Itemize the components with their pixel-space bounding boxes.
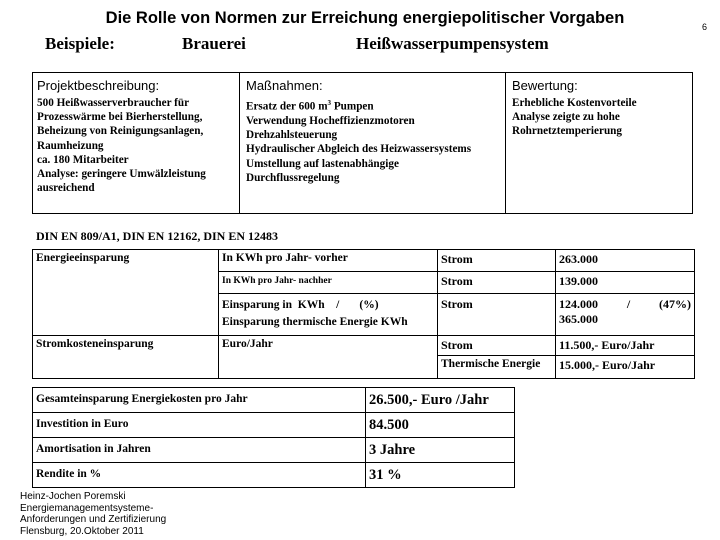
summary-value: 3 Jahre [366,438,515,463]
evaluation-line: Erhebliche Kostenvorteile [512,97,637,109]
table-row [33,336,695,356]
measures-line: Drehzahlsteuerung [246,129,338,142]
measures-text [246,96,471,185]
euro-per-year-label: Euro/Jahr [219,336,438,356]
summary-value: 26.500,- Euro /Jahr [366,388,515,413]
project-line: Analyse: geringere Umwälzleistung [37,168,206,181]
savings-values: 124.000 / (47%) 365.000 [556,294,695,336]
energy-savings-label: Energieeinsparung [33,250,219,272]
project-line: Prozesswärme bei Bierherstellung, [37,111,203,124]
footer-line: Heinz-Jochen Poremski [20,491,126,502]
table-row [33,250,695,272]
kwh-after-value: 139.000 [556,272,695,294]
project-line: ca. 180 Mitarbeiter [37,153,129,166]
standards-line: DIN EN 809/A1, DIN EN 12162, DIN EN 12483 [36,229,279,243]
measures-panel [239,72,506,214]
examples-label: Beispiele: [45,34,115,53]
energy-type: Strom [438,250,556,272]
electricity-euro-value: 11.500,- Euro/Jahr [556,336,695,356]
project-line: Raumheizung [37,139,104,152]
thermal-energy-label: Thermische Energie [438,356,556,379]
kwh-after-label: In KWh pro Jahr- nachher [219,272,438,294]
summary-label: Investition in Euro [33,413,366,438]
table-row [33,388,515,413]
page-number: 6 [702,22,708,32]
savings-desc: Einsparung in KWh / (%) Einsparung thermische Energie KWh [219,294,438,336]
measures-line: Hydraulischer Abgleich des Heizwassersystems [246,143,472,156]
summary-label: Amortisation in Jahren [33,438,366,463]
table-row [33,438,515,463]
footer-line: Energiemanagementsysteme- [20,502,154,514]
evaluation-panel [505,72,693,214]
example-brewery: Brauerei [182,34,246,53]
thermal-euro-value: 15.000,- Euro/Jahr [556,356,695,379]
evaluation-heading: Bewertung: [512,78,578,93]
evaluation-text [512,96,637,139]
kwh-before-value: 263.000 [556,250,695,272]
summary-value: 84.500 [366,413,515,438]
empty-cell [219,356,438,379]
measures-line: Verwendung Hocheffizienzmotoren [246,114,415,127]
example-hot-water-pump-system: Heißwasserpumpensystem [356,34,549,53]
project-line: 500 Heißwasserverbraucher für [37,97,190,109]
energy-type: Strom [438,272,556,294]
table-row [33,294,695,336]
table-row [33,413,515,438]
empty-cell [33,272,219,294]
project-description-panel [32,72,240,214]
measures-line: Umstellung auf lastenabhängige [246,157,399,170]
footer-author-block [20,491,166,537]
energy-type: Strom [438,294,556,336]
empty-cell [33,356,219,379]
table-row [33,272,695,294]
project-line: ausreichend [37,182,95,195]
empty-cell [33,294,219,336]
footer-line: Anforderungen und Zertifizierung [20,514,167,526]
energy-type: Strom [438,336,556,356]
electricity-cost-savings-label: Stromkosteneinsparung [33,336,219,356]
summary-label: Gesamteinsparung Energiekosten pro Jahr [33,388,366,413]
measures-heading: Maßnahmen: [246,78,323,93]
cubic-superscript: 3 [327,99,332,107]
table-row [33,463,515,488]
measures-line-pumps: Ersatz der 600 $m^3$ Pumpen [246,99,374,113]
table-row [33,356,695,379]
project-description-heading: Projektbeschreibung: [37,78,160,93]
evaluation-line: Analyse zeigte zu hohe [512,111,620,124]
summary-table [32,387,515,488]
slide-title: Die Rolle von Normen zur Erreichung energiepolitischer Vorgaben [105,9,625,27]
footer-line: Flensburg, 20.Oktober 2011 [20,525,144,537]
energy-savings-table [32,249,695,379]
savings-value-row: 124.000 / (47%) [559,297,691,311]
summary-label: Rendite in % [33,463,366,488]
measures-line: Durchflussregelung [246,171,340,184]
evaluation-line: Rohrnetztemperierung [512,125,622,138]
summary-value: 31 % [366,463,515,488]
project-description-text [37,96,206,195]
kwh-before-label: In KWh pro Jahr- vorher [219,250,438,272]
project-line: Beheizung von Reinigungsanlagen, [37,125,204,138]
